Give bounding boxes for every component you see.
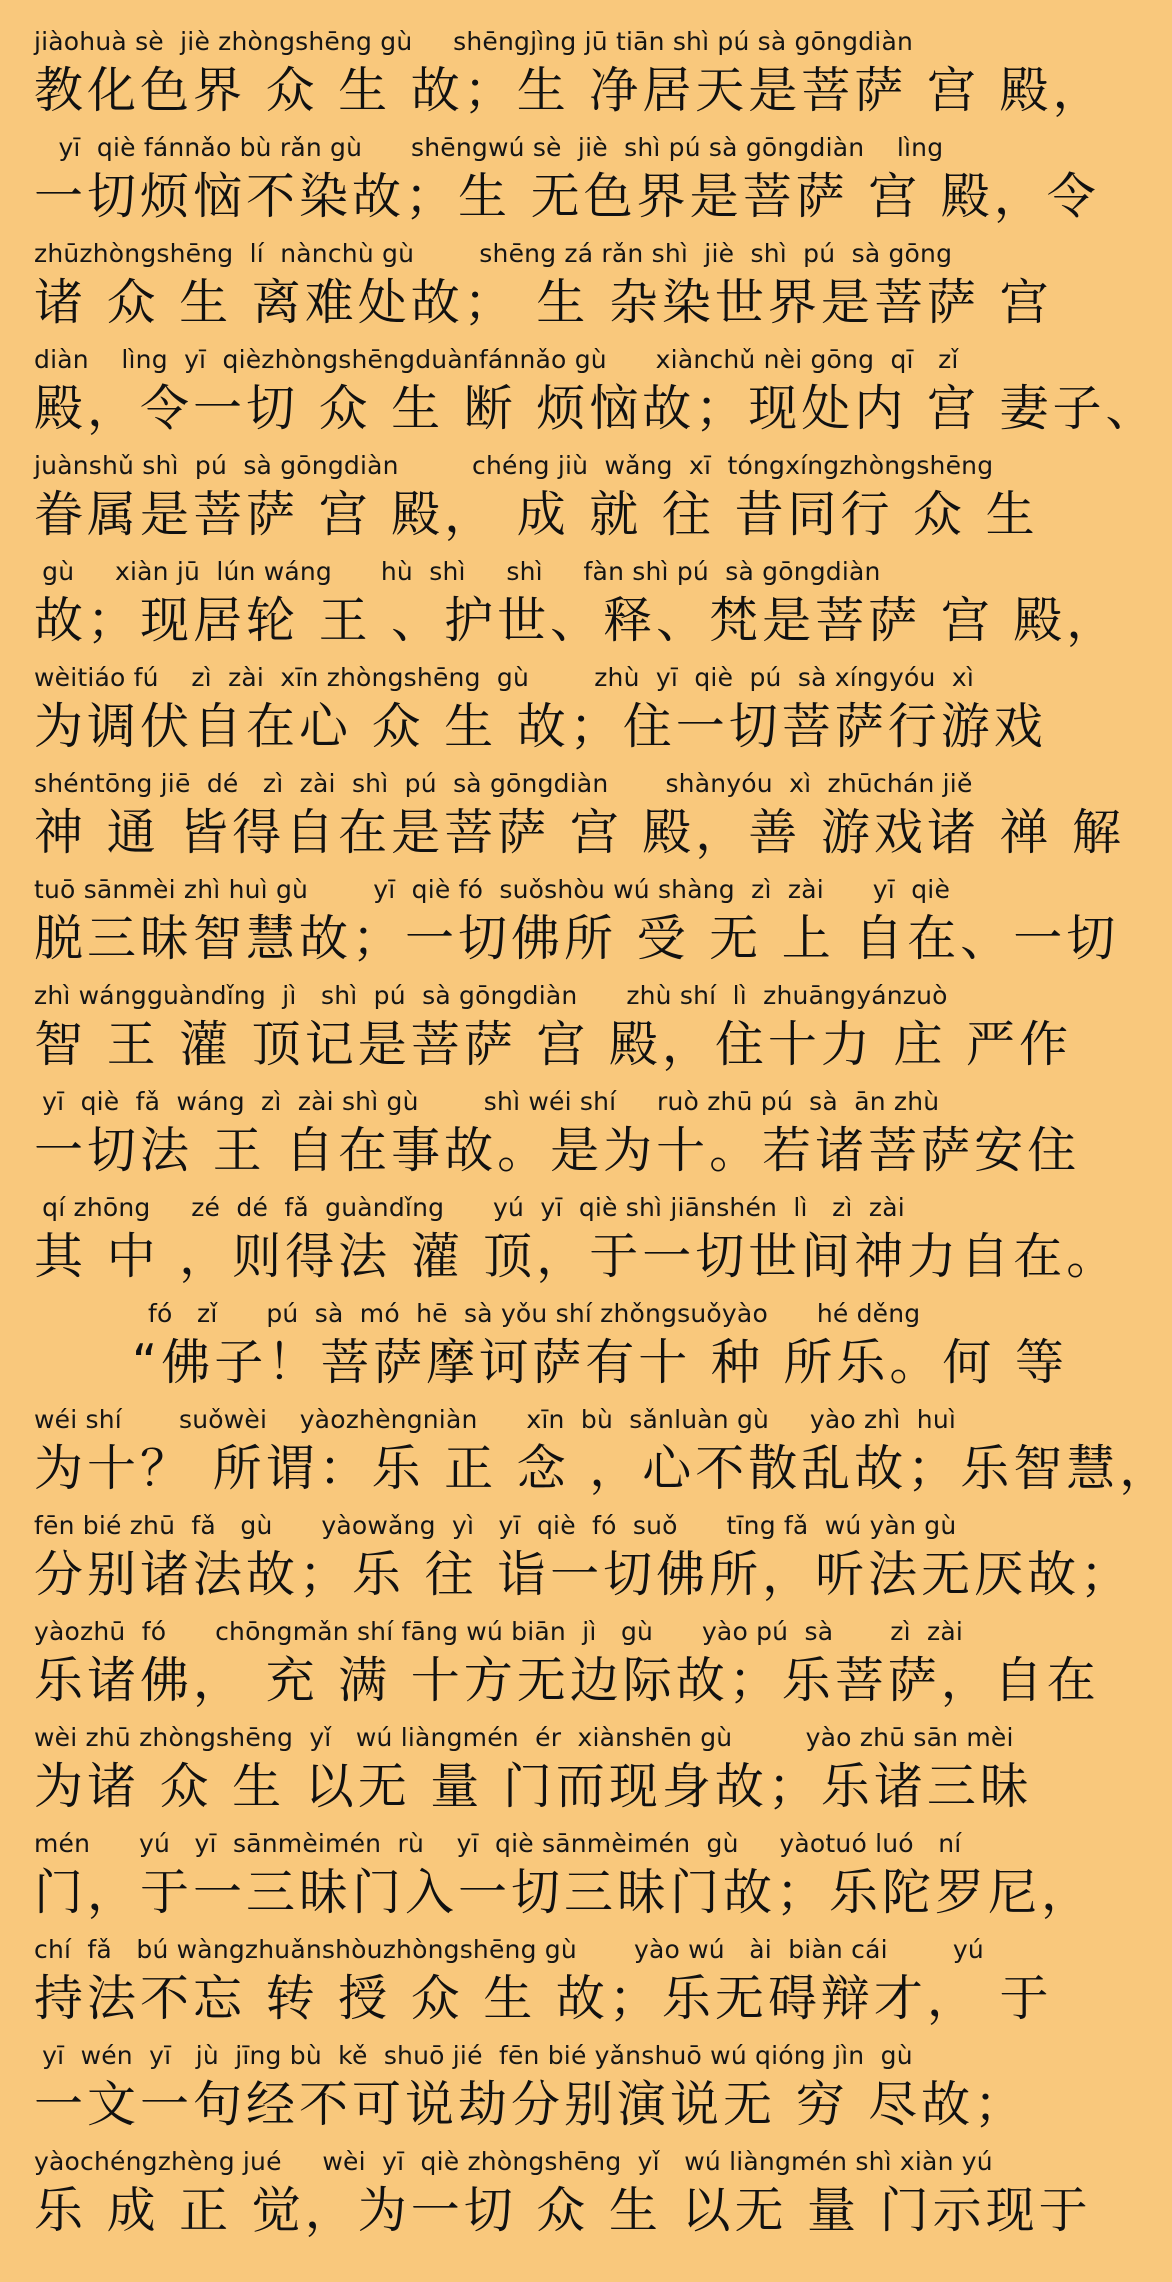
text-line <box>34 874 1120 980</box>
pinyin-annotation: yī qiè fǎ wáng zì zài shì gù shì wéi shí ruò zhū pú sà ān zhù <box>34 1087 940 1116</box>
pinyin-annotation: gù xiàn jū lún wáng hù shì shì fàn shì pú sà gōngdiàn <box>34 557 881 586</box>
chinese-text: 其 中 ，则得法 灌 顶，于一切世间神力自在。 <box>34 1228 1120 1285</box>
pinyin-annotation: fó zǐ pú sà mó hē sà yǒu shí zhǒngsuǒyào hé děng <box>34 1299 921 1328</box>
pinyin-annotation: qí zhōng zé dé fǎ guàndǐng yú yī qiè shì jiānshén lì zì zài <box>34 1193 905 1222</box>
chinese-text: 教化色界 众 生 故；生 净居天是菩萨 宫 殿， <box>34 62 1106 119</box>
chinese-text: 乐 成 正 觉，为一切 众 生 以无 量 门示现于 <box>34 2182 1092 2239</box>
chinese-text: 一文一句经不可说劫分别演说无 穷 尽故； <box>34 2076 1028 2133</box>
chinese-text: 神 通 皆得自在是菩萨 宫 殿，善 游戏诸 禅 解 <box>34 804 1126 861</box>
pinyin-annotation: shéntōng jiē dé zì zài shì pú sà gōngdiàn shànyóu xì zhūchán jiě <box>34 769 973 798</box>
pinyin-annotation: zhūzhòngshēng lí nànchù gù shēng zá rǎn shì jiè shì pú sà gōng <box>34 239 953 268</box>
chinese-text: 一切烦恼不染故；生 无色界是菩萨 宫 殿，令 <box>34 168 1100 225</box>
text-line <box>34 980 1073 1086</box>
text-line <box>34 1828 1095 1934</box>
chinese-text: 一切法 王 自在事故。是为十。若诸菩萨安住 <box>34 1122 1081 1179</box>
chinese-text: 诸 众 生 离难处故； 生 杂染世界是菩萨 宫 <box>34 274 1053 331</box>
pinyin-annotation: yàochéngzhèng jué wèi yī qiè zhòngshēng yǐ wú liàngmén shì xiàn yú <box>34 2147 993 2176</box>
pinyin-annotation: tuō sānmèi zhì huì gù yī qiè fó suǒshòu wú shàng zì zài yī qiè <box>34 875 951 904</box>
pinyin-annotation: wéi shí suǒwèi yàozhèngniàn xīn bù sǎnluàn gù yào zhì huì <box>34 1405 957 1434</box>
pinyin-annotation: diàn lìng yī qièzhòngshēngduànfánnǎo gù xiànchǔ nèi gōng qī zǐ <box>34 345 959 374</box>
pinyin-annotation: wèi zhū zhòngshēng yǐ wú liàngmén ér xiànshēn gù yào zhū sān mèi <box>34 1723 1014 1752</box>
text-line <box>34 1404 1172 1510</box>
text-line <box>34 132 1100 238</box>
chinese-text: 殿，令一切 众 生 断 烦恼故；现处内 宫 妻子、 <box>34 380 1159 437</box>
pinyin-annotation: zhì wángguàndǐng jì shì pú sà gōngdiàn zhù shí lì zhuāngyánzuò <box>34 981 948 1010</box>
chinese-text: 为调伏自在心 众 生 故；住一切菩萨行游戏 <box>34 698 1047 755</box>
pinyin-annotation: yī wén yī jù jīng bù kě shuō jié fēn bié yǎnshuō wú qióng jìn gù <box>34 2041 913 2070</box>
text-line <box>34 1722 1050 1828</box>
text-line <box>34 1298 1068 1404</box>
text-line <box>34 344 1159 450</box>
text-line <box>34 1616 1100 1722</box>
text-line <box>34 1192 1120 1298</box>
pinyin-annotation: mén yú yī sānmèimén rù yī qiè sānmèimén gù yàotuó luó ní <box>34 1829 962 1858</box>
chinese-text: 分别诸法故；乐 往 诣一切佛所，听法无厌故； <box>34 1546 1134 1603</box>
text-line <box>34 1086 1081 1192</box>
text-line <box>34 1934 1053 2040</box>
text-line <box>34 26 1106 132</box>
chinese-text: 门，于一三昧门入一切三昧门故；乐陀罗尼， <box>34 1864 1095 1921</box>
text-line <box>34 662 1050 768</box>
chinese-text: 眷属是菩萨 宫 殿， 成 就 往 昔同行 众 生 <box>34 486 1039 543</box>
text-line <box>34 2040 1050 2146</box>
chinese-text: 为诸 众 生 以无 量 门而现身故；乐诸三昧 <box>34 1758 1033 1815</box>
pinyin-annotation: fēn bié zhū fǎ gù yàowǎng yì yī qiè fó suǒ tīng fǎ wú yàn gù <box>34 1511 957 1540</box>
chinese-text: 智 王 灌 顶记是菩萨 宫 殿，住十力 庄 严作 <box>34 1016 1073 1073</box>
text-line <box>34 1510 1134 1616</box>
text-line <box>34 450 1050 556</box>
chinese-text: 脱三昧智慧故；一切佛所 受 无 上 自在、一切 <box>34 910 1120 967</box>
chinese-text: 持法不忘 转 授 众 生 故；乐无碍辩才， 于 <box>34 1970 1053 2027</box>
chinese-text: 故；现居轮 王 、护世、释、梵是菩萨 宫 殿， <box>34 592 1120 649</box>
pinyin-annotation: chí fǎ bú wàngzhuǎnshòuzhòngshēng gù yào wú ài biàn cái yú <box>34 1935 984 1964</box>
pinyin-annotation: juànshǔ shì pú sà gōngdiàn chéng jiù wǎng xī tóngxíngzhòngshēng <box>34 451 994 480</box>
pinyin-annotation: jiàohuà sè jiè zhòngshēng gù shēngjìng jū tiān shì pú sà gōngdiàn <box>34 27 914 56</box>
chinese-text: “佛子！菩萨摩诃萨有十 种 所乐。何 等 <box>34 1334 1068 1391</box>
chinese-text: 乐诸佛， 充 满 十方无边际故；乐菩萨，自在 <box>34 1652 1100 1709</box>
chinese-text: 为十？ 所谓：乐 正 念 ，心不散乱故；乐智慧， <box>34 1440 1172 1497</box>
text-line <box>34 2146 1092 2252</box>
pinyin-annotation: yī qiè fánnǎo bù rǎn gù shēngwú sè jiè shì pú sà gōngdiàn lìng <box>34 133 944 162</box>
text-line <box>34 768 1126 874</box>
text-line <box>34 556 1120 662</box>
pinyin-annotation: yàozhū fó chōngmǎn shí fāng wú biān jì gù yào pú sà zì zài <box>34 1617 964 1646</box>
text-line <box>34 238 1053 344</box>
pinyin-annotation: wèitiáo fú zì zài xīn zhòngshēng gù zhù yī qiè pú sà xíngyóu xì <box>34 663 974 692</box>
